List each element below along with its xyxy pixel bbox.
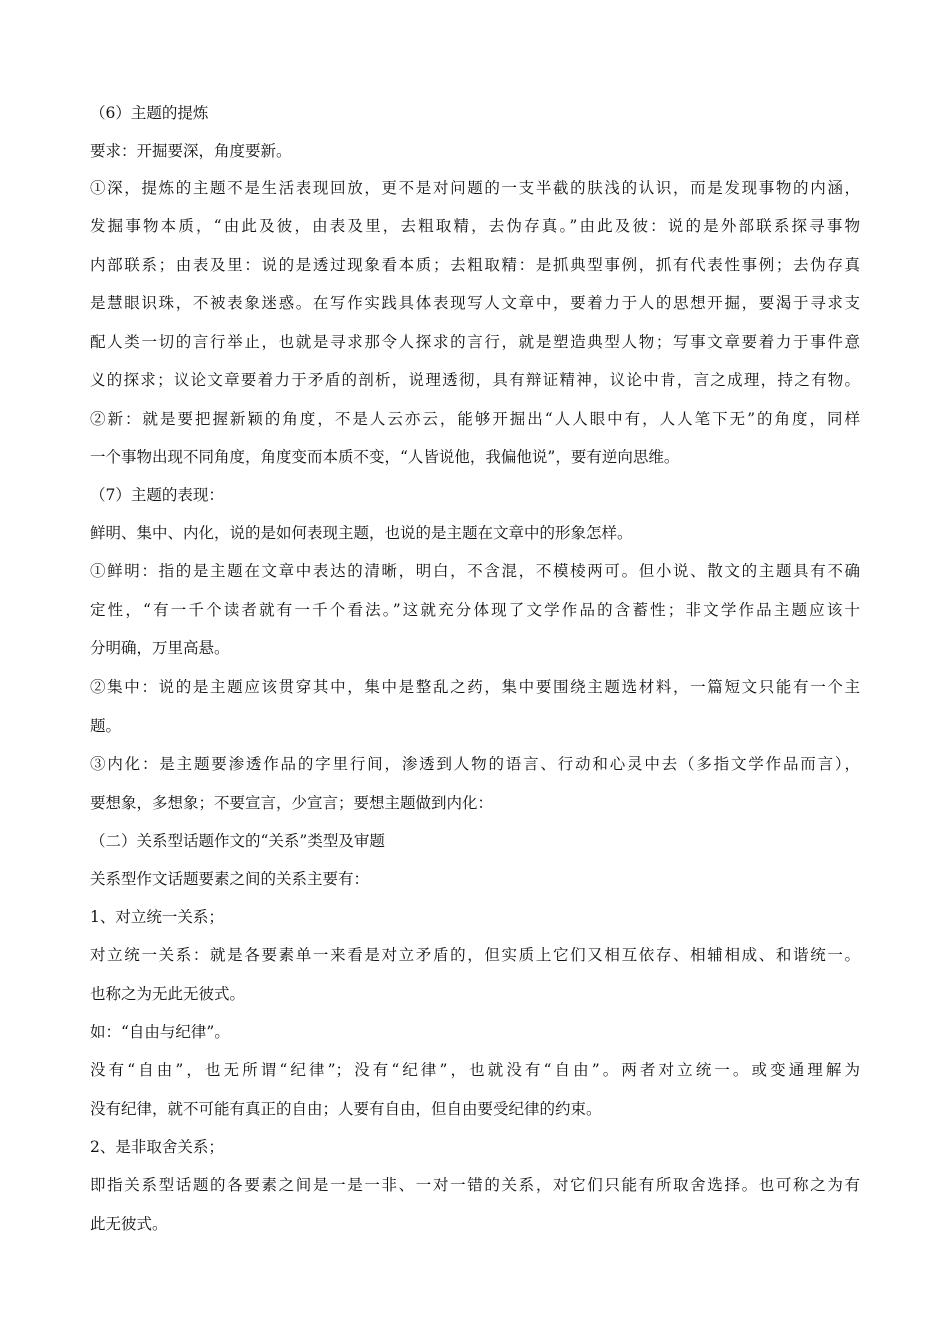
paragraph-line: ①鲜明：指的是主题在文章中表达的清晰，明白，不含混，不模棱两可。但小说、散文的主题具有不确 [90, 562, 860, 580]
section-heading: （6）主题的提炼 [90, 104, 209, 122]
paragraph-line: 对立统一关系：就是各要素单一来看是对立矛盾的，但实质上它们又相互依存、相辅相成、和谐统一。 [90, 946, 860, 964]
paragraph-line: 此无彼式。 [90, 1215, 168, 1233]
paragraph-line: 没有“自由”，也无所谓“纪律”；没有“纪律”，也就没有“自由”。两者对立统一。或变通理解为 [90, 1061, 860, 1079]
paragraph-line: 要想象，多想象；不要宣言，少宣言；要想主题做到内化： [90, 794, 494, 812]
section-heading: （7）主题的表现： [90, 486, 224, 504]
paragraph-line: ②新：就是要把握新颖的角度，不是人云亦云，能够开掘出“人人眼中有，人人笔下无”的角度，同样 [90, 410, 860, 428]
paragraph-line: 题。 [90, 717, 122, 735]
subheading: 2、是非取舍关系； [90, 1138, 224, 1156]
paragraph-line: 也称之为无此无彼式。 [90, 985, 246, 1003]
paragraph-line: ③内化：是主题要渗透作品的字里行间，渗透到人物的语言、行动和心灵中去（多指文学作品而言）， [90, 755, 860, 773]
paragraph-line: 关系型作文话题要素之间的关系主要有： [90, 870, 370, 888]
paragraph-line: 鲜明、集中、内化，说的是如何表现主题，也说的是主题在文章中的形象怎样。 [90, 524, 633, 542]
paragraph-line: 即指关系型话题的各要素之间是一是一非、一对一错的关系，对它们只能有所取舍选择。也可称之为有 [90, 1176, 860, 1194]
paragraph-line: 要求：开掘要深，角度要新。 [90, 142, 292, 160]
paragraph-line: 配人类一切的言行举止，也就是寻求那令人探求的言行，就是塑造典型人物；写事文章要着力于事件意 [90, 333, 860, 351]
paragraph-line: ②集中：说的是主题应该贯穿其中，集中是整乱之药，集中要围绕主题选材料，一篇短文只能有一个主 [90, 678, 860, 696]
section-heading: （二）关系型话题作文的“关系”类型及审题 [90, 832, 385, 850]
paragraph-line: 内部联系；由表及里：说的是透过现象看本质；去粗取精：是抓典型事例，抓有代表性事例；去伪存真 [90, 256, 860, 274]
paragraph-line: 如：“自由与纪律”。 [90, 1023, 230, 1041]
paragraph-line: 是慧眼识珠，不被表象迷惑。在写作实践具体表现写人文章中，要着力于人的思想开掘，要渴于寻求支 [90, 294, 860, 312]
paragraph-line: ①深，提炼的主题不是生活表现回放，更不是对问题的一支半截的肤浅的认识，而是发现事物的内涵， [90, 179, 860, 197]
paragraph-line: 定性，“有一千个读者就有一千个看法。”这就充分体现了文学作品的含蓄性；非文学作品主题应该十 [90, 601, 860, 619]
paragraph-line: 没有纪律，就不可能有真正的自由；人要有自由，但自由要受纪律的约束。 [90, 1100, 602, 1118]
paragraph-line: 分明确，万里高悬。 [90, 639, 230, 657]
paragraph-line: 发掘事物本质，“由此及彼，由表及里，去粗取精，去伪存真。”由此及彼：说的是外部联系探寻事物 [90, 217, 860, 235]
paragraph-line: 义的探求；议论文章要着力于矛盾的剖析，说理透彻，具有辩证精神，议论中肯，言之成理，持之有物。 [90, 371, 860, 389]
paragraph-line: 一个事物出现不同角度，角度变而本质不变，“人皆说他，我偏他说”，要有逆向思维。 [90, 448, 680, 466]
subheading: 1、对立统一关系； [90, 908, 224, 926]
